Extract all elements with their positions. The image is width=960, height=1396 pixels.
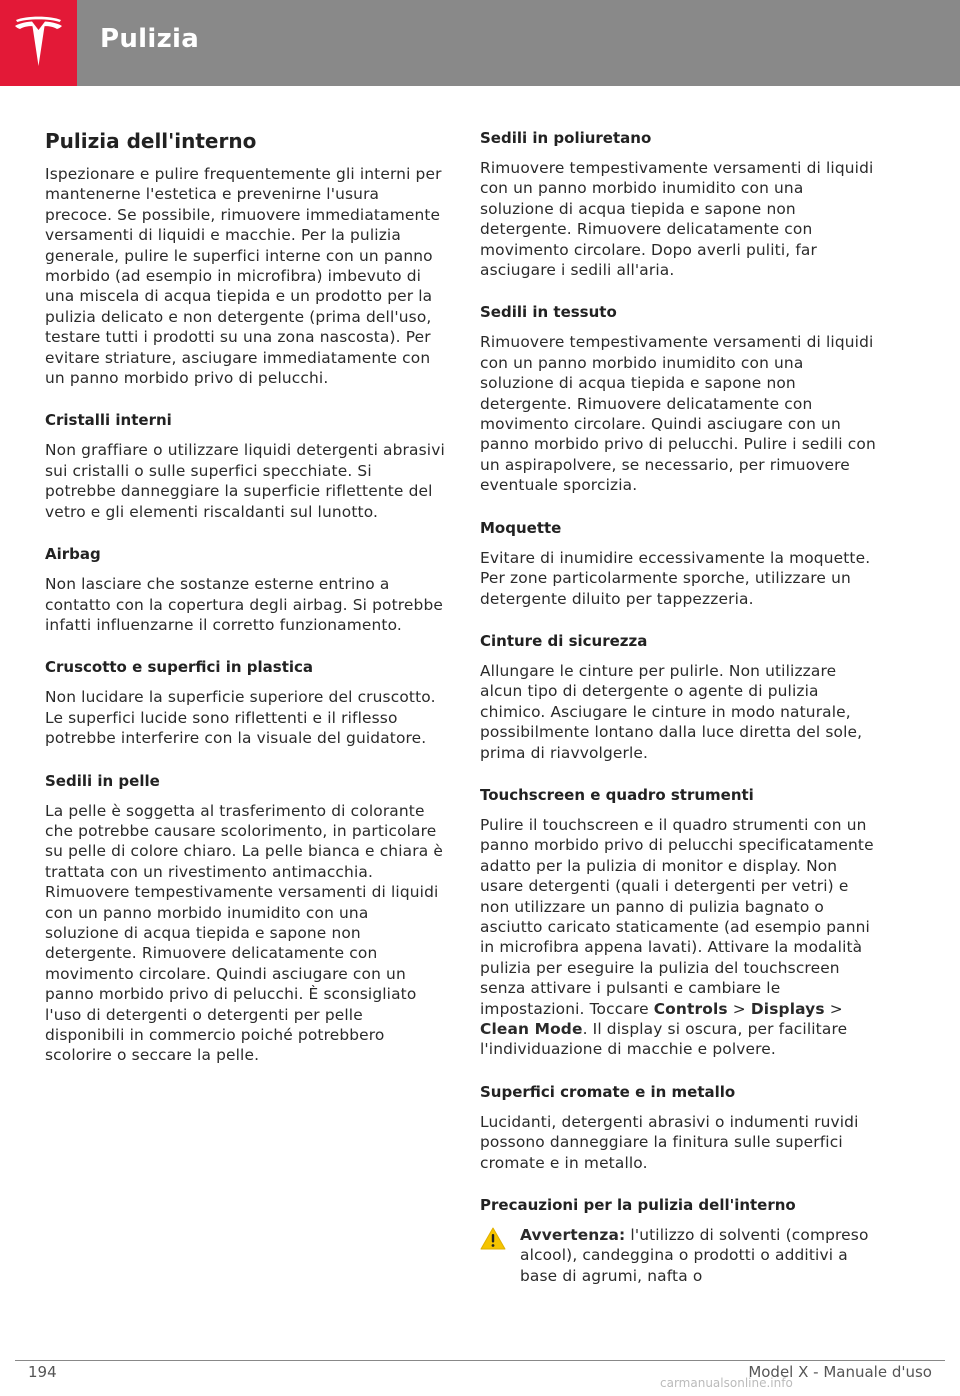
paragraph-cruscotto: Non lucidare la superficie superiore del cruscotto. Le superfici lucide sono riflettenti e il riflesso potrebbe interferire con la visuale del guidatore. [45, 688, 436, 748]
menu-separator: > [824, 999, 843, 1018]
footer-divider [15, 1360, 945, 1361]
right-column [480, 128, 880, 1286]
paragraph-cristalli: Non graffiare o utilizzare liquidi detergenti abrasivi sui cristalli o sulle superfici specchiate. Si potrebbe danneggiare la superficie riflettente del vetro e gli elementi riscaldanti sul lunotto. [45, 441, 445, 521]
left-column [45, 128, 445, 1088]
menu-controls: Controls [653, 999, 728, 1018]
manual-name: Model X - Manuale d'uso [748, 1363, 932, 1381]
page-number: 194 [28, 1363, 57, 1381]
warning-body: l'utilizzo di solventi (compreso alcool), candeggina o prodotti o additivi a base di agrumi, nafta o [520, 1226, 869, 1285]
paragraph-cinture: Allungare le cinture per pulirle. Non utilizzare alcun tipo di detergente o agente di pulizia chimico. Asciugare le cinture in modo naturale, possibilmente lontano dalla luce diretta del sole, prima di riavvolgerle. [480, 661, 863, 762]
subheading-cromate: Superfici cromate e in metallo [480, 1082, 736, 1101]
subheading-cruscotto: Cruscotto e superfici in plastica [45, 658, 314, 677]
section-title: Pulizia dell'interno [45, 129, 257, 153]
warning-triangle-icon [480, 1225, 520, 1286]
page-header-title: Pulizia [100, 24, 200, 54]
subheading-touchscreen: Touchscreen e quadro strumenti [480, 785, 754, 804]
subheading-cristalli: Cristalli interni [45, 411, 172, 430]
warning-block [480, 1225, 880, 1286]
tesla-logo-icon [12, 16, 65, 70]
menu-displays: Displays [750, 999, 825, 1018]
paragraph-airbag: Non lasciare che sostanze esterne entrino a contatto con la copertura degli airbag. Si potrebbe infatti influenzarne il corretto funzionamento. [45, 575, 443, 634]
paragraph-tessuto: Rimuovere tempestivamente versamenti di liquidi con un panno morbido inumidito con una soluzione di acqua tiepida e sapone non detergente. Rimuovere delicatamente con movimento circolare. Quindi asciugare con un panno morbido privo di pelucchi. Pulire i sedili con un aspirapolvere, se necessario, per rimuovere eventuale sporcizia. [480, 333, 876, 495]
warning-text [520, 1225, 880, 1286]
intro-paragraph: Ispezionare e pulire frequentemente gli interni per mantenerne l'estetica e prevenirne l'usura precoce. Se possibile, rimuovere immediatamente versamenti di liquidi e macchie. Per la pulizia generale, pulire le superfici interne con un panno morbido (ad esempio in microfibra) imbevuto di una miscela di acqua tiepida e un prodotto per la pulizia delicato e non detergente (prima dell'uso, testare tutti i prodotti su una zona nascosta). Per evitare striature, asciugare immediatamente con un panno morbido privo di pelucchi. [45, 165, 442, 388]
watermark: carmanualsonline.info [660, 1376, 793, 1390]
paragraph-poliuretano: Rimuovere tempestivamente versamenti di liquidi con un panno morbido inumidito con una soluzione di acqua tiepida e sapone non detergente. Rimuovere delicatamente con movimento circolare. Dopo averli puliti, far asciugare i sedili all'aria. [480, 159, 874, 280]
brand-logo-box [0, 0, 77, 86]
menu-separator: > [727, 999, 751, 1018]
subheading-airbag: Airbag [45, 545, 101, 564]
subheading-cinture: Cinture di sicurezza [480, 631, 648, 650]
subheading-poliuretano: Sedili in poliuretano [480, 129, 652, 147]
warning-label: Avvertenza: [520, 1226, 626, 1245]
subheading-moquette: Moquette [480, 518, 562, 537]
subheading-tessuto: Sedili in tessuto [480, 303, 617, 322]
touchscreen-text-b: . Il display si oscura, per facilitare l'individuazione di macchie e polvere. [480, 1020, 848, 1059]
paragraph-moquette: Evitare di inumidire eccessivamente la moquette. Per zone particolarmente sporche, utilizzare un detergente diluito per tappezzeria. [480, 548, 871, 608]
touchscreen-text-a: Pulire il touchscreen e il quadro strumenti con un panno morbido privo di pelucchi specificatamente adatto per la pulizia di monitor e display. Non usare detergenti (quali i detergenti per vetri) e non utilizzare un panno di pulizia bagnato o asciutto caricato staticamente (ad esempio panni in microfibra appena lavati). Attivare la modalità pulizia per eseguire la pulizia del touchscreen senza attivare i pulsanti e cambiare le impostazioni. Toccare [480, 815, 874, 1018]
page-header [0, 0, 960, 86]
paragraph-pelle: La pelle è soggetta al trasferimento di colorante che potrebbe causare scolorimento, in particolare su pelle di colore chiaro. La pelle bianca e chiara è trattata con un rivestimento antimacchia. Rimuovere tempestivamente versamenti di liquidi con un panno morbido inumidito con una soluzione di acqua tiepida e sapone non detergente. Rimuovere delicatamente con movimento circolare. Quindi asciugare con un panno morbido privo di pelucchi. È sconsigliato l'uso di detergenti o detergenti per pelle disponibili in commercio poiché potrebbero scolorire o seccare la pelle. [45, 801, 443, 1065]
subheading-pelle: Sedili in pelle [45, 771, 160, 790]
paragraph-touchscreen [480, 815, 880, 1060]
paragraph-cromate: Lucidanti, detergenti abrasivi o indumenti ruvidi possono danneggiare la finitura sulle superfici cromate e in metallo. [480, 1112, 859, 1172]
subheading-precauzioni: Precauzioni per la pulizia dell'interno [480, 1196, 796, 1215]
menu-clean-mode: Clean Mode [480, 1020, 583, 1038]
